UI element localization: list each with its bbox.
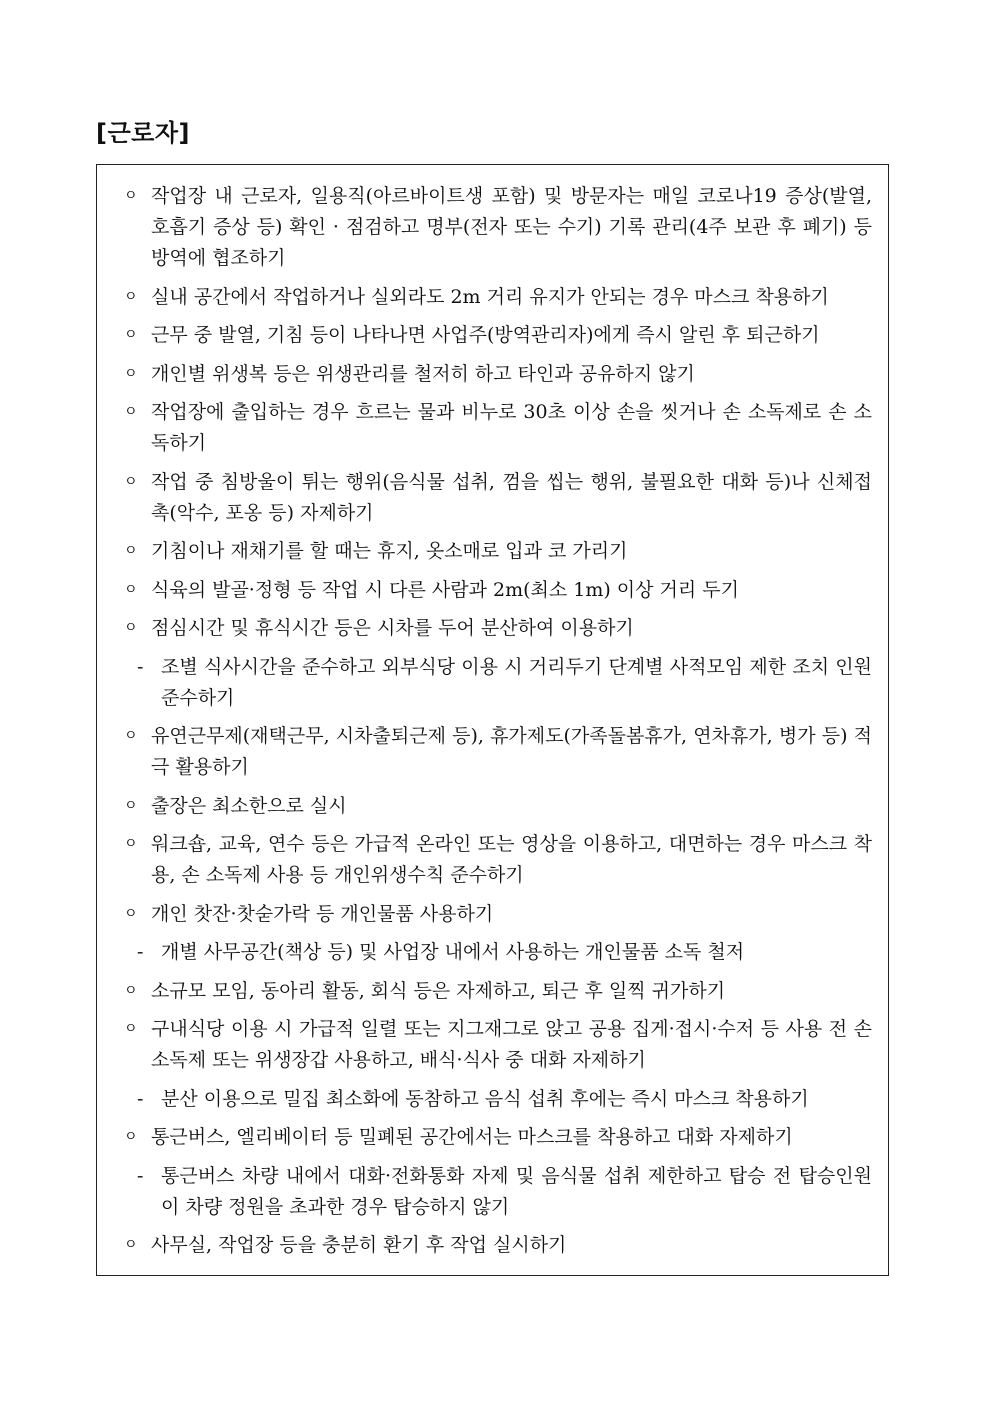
bullet-marker: ㅇ — [124, 404, 138, 420]
guideline-item — [120, 1122, 872, 1153]
item-text: 식육의 발골·정형 등 작업 시 다른 사람과 2m(최소 1m) 이상 거리 두기 — [151, 578, 740, 601]
item-text: 사무실, 작업장 등을 충분히 환기 후 작업 실시하기 — [151, 1234, 567, 1256]
dash-marker: - — [137, 1164, 144, 1187]
guideline-item — [120, 359, 872, 390]
item-text: 분산 이용으로 밀집 최소화에 동참하고 음식 섭취 후에는 즉시 마스크 착용하기 — [161, 1087, 809, 1110]
bullet-marker: ㅇ — [124, 836, 138, 852]
item-text: 유연근무제(재택근무, 시차출퇴근제 등), 휴가제도(가족돌봄휴가, 연차휴가, 병가 등) 적극 활용하기 — [151, 725, 872, 778]
guideline-subitem — [120, 1084, 872, 1115]
item-text: 통근버스, 엘리베이터 등 밀폐된 공간에서는 마스크를 착용하고 대화 자제하기 — [151, 1126, 793, 1148]
item-text: 개인별 위생복 등은 위생관리를 철저히 하고 타인과 공유하지 않기 — [151, 362, 695, 385]
bullet-marker: ㅇ — [124, 543, 138, 559]
item-text: 개별 사무공간(책상 등) 및 사업장 내에서 사용하는 개인물품 소독 철저 — [161, 941, 745, 963]
guideline-item — [120, 976, 872, 1007]
bullet-marker: ㅇ — [124, 581, 138, 598]
dash-marker: - — [137, 1087, 144, 1110]
section-heading: [근로자] — [96, 119, 190, 147]
item-text: 개인 찻잔·찻숟가락 등 개인물품 사용하기 — [151, 902, 494, 925]
guideline-subitem — [120, 937, 872, 968]
dash-marker: - — [137, 941, 144, 963]
bullet-marker: ㅇ — [124, 1021, 138, 1037]
item-text: 작업장 내 근로자, 일용직(아르바이트생 포함) 및 방문자는 매일 코로나19 증상(발열, 호흡기 증상 등) 확인 · 점검하고 명부(전자 또는 수기) 기록 관리(4주 보관 후 폐기) 등 방역에 협조하기 — [151, 185, 872, 269]
bullet-marker: ㅇ — [124, 797, 138, 814]
item-text: 근무 중 발열, 기침 등이 나타나면 사업주(방역관리자)에게 즉시 알린 후 퇴근하기 — [151, 324, 820, 346]
bullet-marker: ㅇ — [124, 188, 138, 204]
guideline-item — [120, 899, 872, 930]
bullet-marker: ㅇ — [124, 728, 138, 744]
item-text: 실내 공간에서 작업하거나 실외라도 2m 거리 유지가 안되는 경우 마스크 착용하기 — [151, 285, 829, 308]
bullet-marker: ㅇ — [124, 473, 138, 490]
guideline-item — [120, 721, 872, 783]
bullet-marker: ㅇ — [124, 365, 138, 382]
guideline-item — [120, 536, 872, 567]
bullet-marker: ㅇ — [124, 905, 138, 922]
guideline-item — [120, 181, 872, 274]
bullet-marker: ㅇ — [124, 1237, 138, 1253]
item-text: 통근버스 차량 내에서 대화·전화통화 자제 및 음식물 섭취 제한하고 탑승 전 탑승인원이 차량 정원을 초과한 경우 탑승하지 않기 — [161, 1164, 872, 1218]
guideline-item — [120, 397, 872, 459]
guideline-item — [120, 320, 872, 351]
guideline-item — [120, 282, 872, 313]
guideline-item — [120, 1014, 872, 1076]
item-text: 작업 중 침방울이 튀는 행위(음식물 섭취, 껌을 씹는 행위, 불필요한 대화 등)나 신체접촉(악수, 포옹 등) 자제하기 — [151, 470, 872, 524]
guideline-subitem — [120, 1161, 872, 1223]
item-text: 조별 식사시간을 준수하고 외부식당 이용 시 거리두기 단계별 사적모임 제한 조치 인원 준수하기 — [161, 655, 872, 709]
bullet-marker: ㅇ — [124, 327, 138, 343]
item-text: 워크숍, 교육, 연수 등은 가급적 온라인 또는 영상을 이용하고, 대면하는 경우 마스크 착용, 손 소독제 사용 등 개인위생수칙 준수하기 — [151, 833, 872, 886]
item-text: 기침이나 재채기를 할 때는 휴지, 옷소매로 입과 코 가리기 — [151, 540, 628, 562]
item-text: 점심시간 및 휴식시간 등은 시차를 두어 분산하여 이용하기 — [151, 617, 634, 639]
guideline-subitem — [120, 652, 872, 714]
item-text: 소규모 모임, 동아리 활동, 회식 등은 자제하고, 퇴근 후 일찍 귀가하기 — [151, 979, 726, 1002]
bullet-marker: ㅇ — [124, 620, 138, 636]
bullet-marker: ㅇ — [124, 288, 138, 305]
guideline-box — [96, 164, 889, 1276]
guideline-item — [120, 829, 872, 891]
item-text: 출장은 최소한으로 실시 — [151, 794, 347, 817]
item-text: 작업장에 출입하는 경우 흐르는 물과 비누로 30초 이상 손을 씻거나 손 소독제로 손 소독하기 — [151, 401, 872, 454]
guideline-item — [120, 613, 872, 644]
bullet-marker: ㅇ — [124, 1129, 138, 1145]
guideline-item — [120, 791, 872, 822]
guideline-item — [120, 1230, 872, 1261]
dash-marker: - — [137, 655, 144, 678]
bullet-marker: ㅇ — [124, 982, 138, 999]
guideline-item — [120, 575, 872, 606]
guideline-item — [120, 467, 872, 529]
item-text: 구내식당 이용 시 가급적 일렬 또는 지그재그로 앉고 공용 집게·접시·수저 등 사용 전 손 소독제 또는 위생장갑 사용하고, 배식·식사 중 대화 자제하기 — [151, 1018, 872, 1071]
